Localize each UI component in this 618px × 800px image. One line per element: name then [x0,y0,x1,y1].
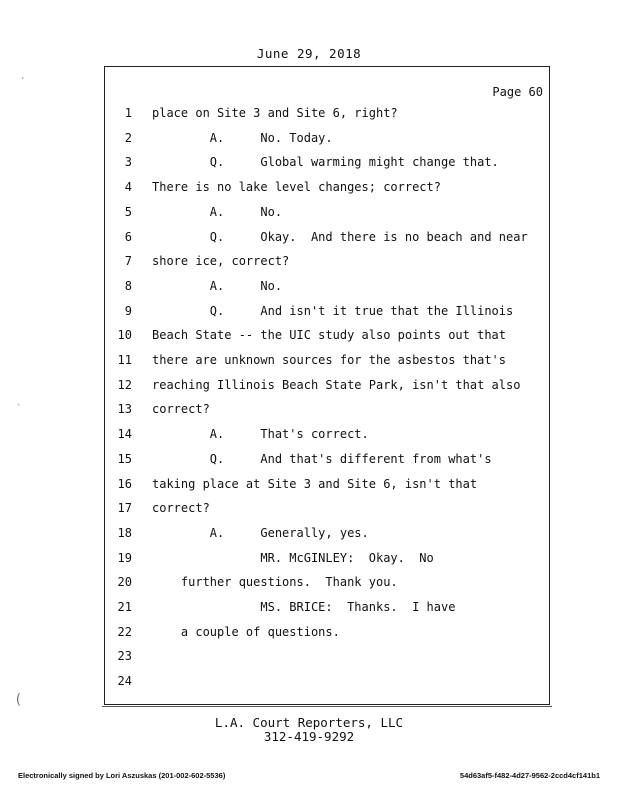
line-text: further questions. Thank you. [152,575,398,589]
line-number: 18 [117,526,132,540]
line-number: 12 [117,378,132,392]
line-text: Q. Okay. And there is no beach and near [152,230,528,244]
line-text: A. No. Today. [152,131,333,145]
scan-speck: ( [14,692,23,708]
line-number: 5 [124,205,132,219]
line-text: MS. BRICE: Thanks. I have [152,600,456,614]
scan-speck: · [20,74,26,84]
line-number: 11 [117,353,132,367]
line-number: 8 [124,279,132,293]
line-number: 21 [117,600,132,614]
line-number: 3 [124,155,132,169]
reporter-company: L.A. Court Reporters, LLC [214,715,404,730]
line-number: 6 [124,230,132,244]
line-number: 10 [117,328,132,342]
line-text: taking place at Site 3 and Site 6, isn't that [152,477,478,491]
line-number: 22 [117,625,132,639]
line-number: 1 [124,106,132,120]
line-text: Beach State -- the UIC study also points out that [152,328,507,342]
line-text: place on Site 3 and Site 6, right? [152,106,398,120]
line-number: 15 [117,452,132,466]
line-number: 4 [124,180,132,194]
line-text: reaching Illinois Beach State Park, isn't that also [152,378,521,392]
document-hash: 54d63af5-f482-4d27-9562-2ccd4cf141b1 [459,771,600,780]
line-text: Q. And isn't it true that the Illinois [152,304,514,318]
line-text: Q. And that's different from what's [152,452,492,466]
line-number: 17 [117,501,132,515]
line-number: 23 [117,649,132,663]
line-text: A. Generally, yes. [152,526,369,540]
line-text: There is no lake level changes; correct? [152,180,441,194]
line-text: Q. Global warming might change that. [152,155,499,169]
line-text: A. That's correct. [152,427,369,441]
line-number: 16 [117,477,132,491]
line-number: 14 [117,427,132,441]
line-number: 7 [124,254,132,268]
e-signature-text: Electronically signed by Lori Aszuskas (201-002-602-5536) [18,771,226,780]
line-number: 20 [117,575,132,589]
line-text: shore ice, correct? [152,254,290,268]
line-text: A. No. [152,205,283,219]
reporter-phone: 312-419-9292 [263,729,355,744]
line-text: A. No. [152,279,283,293]
line-text: there are unknown sources for the asbestos that's [152,353,507,367]
scan-speck: ˎ [16,396,22,406]
line-text: correct? [152,402,210,416]
line-number: 19 [117,551,132,565]
line-number: 2 [124,131,132,145]
line-text: MR. McGINLEY: Okay. No [152,551,434,565]
line-number: 13 [117,402,132,416]
hearing-date: June 29, 2018 [256,46,362,61]
line-number: 9 [124,304,132,318]
page-number: Page 60 [492,85,543,99]
line-number: 24 [117,674,132,688]
reporter-footer [0,716,618,744]
line-text: correct? [152,501,210,515]
line-text: a couple of questions. [152,625,340,639]
